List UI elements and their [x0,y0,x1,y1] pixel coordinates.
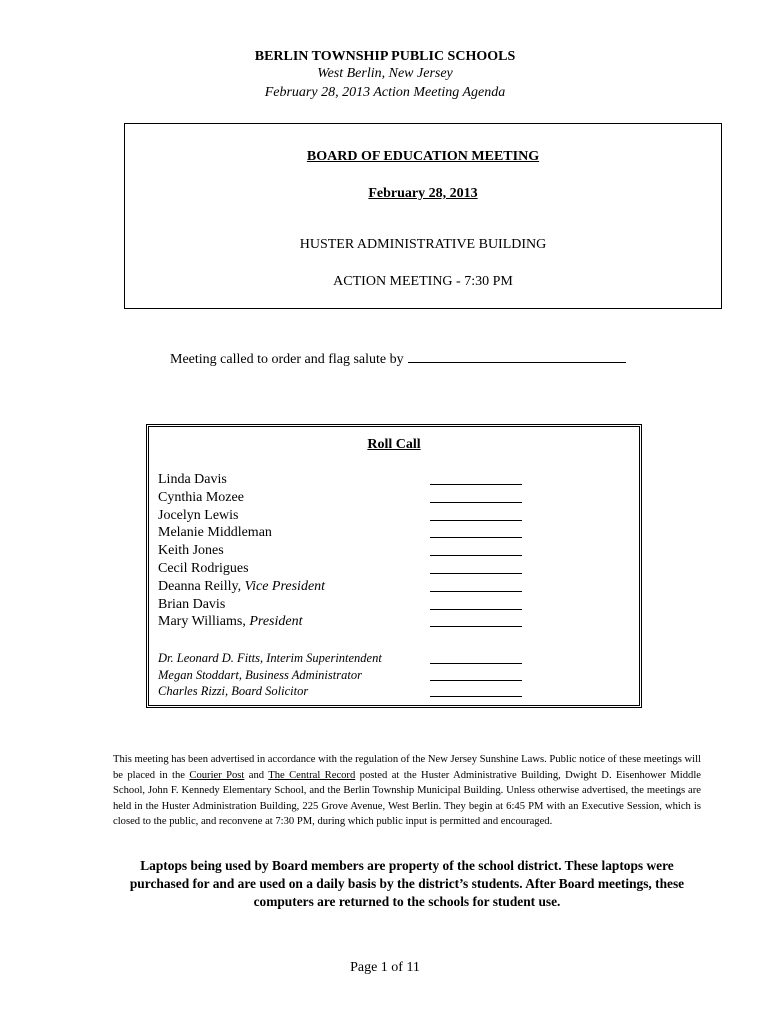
signature-blank [430,578,522,592]
signature-blank [430,471,522,485]
roll-call-official [158,683,628,700]
roll-call-member [158,560,628,578]
roll-call-official [158,667,628,684]
agenda-subtitle: February 28, 2013 Action Meeting Agenda [264,85,506,100]
member-name: Deanna Reilly, [158,578,245,594]
notice-text: and [244,769,269,781]
signature-blank [430,650,522,664]
roll-call-member [158,524,628,542]
roll-call-title: Roll Call [367,437,421,452]
roll-call-member [158,489,628,507]
official-name: Megan Stoddart, Business Administrator [158,667,362,682]
meeting-title: BOARD OF EDUCATION MEETING [306,149,540,164]
notice-text: This meeting has been advertised in accordance with the regulation of the New Jersey Sunshine Laws. Public notice of these meetings will be placed in the [113,754,701,781]
roll-call-box [146,424,642,708]
signature-blank [430,560,522,574]
district-title: BERLIN TOWNSHIP PUBLIC SCHOOLS [254,49,516,64]
roll-call-officials [158,650,628,700]
call-to-order-label: Meeting called to order and flag salute by [170,352,404,367]
meeting-building: HUSTER ADMINISTRATIVE BUILDING [299,237,547,252]
meeting-action-time: ACTION MEETING - 7:30 PM [333,274,513,289]
signature-blank [430,667,522,681]
signature-blank [430,489,522,503]
newspaper-name: Courier Post [189,769,245,781]
page-number: Page 1 of 11 [350,960,420,975]
roll-call-member [158,613,628,631]
member-name: Keith Jones [158,543,224,559]
member-name: Cynthia Mozee [158,489,244,505]
official-name: Dr. Leonard D. Fitts, Interim Superintendent [158,651,382,665]
member-name: Brian Davis [158,596,226,612]
official-name: Charles Rizzi, Board Solicitor [158,684,309,698]
member-name: Linda Davis [158,472,227,487]
meeting-date: February 28, 2013 [368,186,478,201]
meeting-info-box [124,123,722,309]
member-name: Mary Williams, [158,614,250,630]
signature-blank [430,613,522,627]
notice-text: posted at the Huster Administrative Building, Dwight D. Eisenhower Middle School, John F. Kennedy Elementary School, and the Berlin Township Municipal Building. Unless otherwise advertised, the meetings are held in the Huster Administration Building, 225 Grove Avenue, West Berlin. They begin at 6:45 PM with an Executive Session, which is closed to the public, and reconvene at 7:30 PM, during which public input is permitted and encouraged. [113,769,701,828]
signature-blank [430,683,522,697]
member-name: Cecil Rodrigues [158,560,249,576]
laptop-statement: Laptops being used by Board members are property of the school district. These laptops were purchased for and are used on a daily basis by the district’s students. After Board meetings, these computers are returned to the schools for student use. [129,858,685,909]
roll-call-members [158,471,628,631]
roll-call-member [158,578,628,596]
member-name: Melanie Middleman [158,525,272,541]
district-location: West Berlin, New Jersey [317,66,453,81]
roll-call-member [158,471,628,489]
roll-call-member [158,542,628,560]
call-to-order-line [170,350,626,368]
roll-call-member [158,507,628,525]
roll-call-member [158,596,628,614]
member-role: Vice President [244,578,326,594]
signature-blank [430,524,522,538]
member-name: Jocelyn Lewis [158,507,239,523]
call-to-order-blank [408,350,626,363]
signature-blank [430,596,522,610]
member-role: President [249,614,303,630]
signature-blank [430,542,522,556]
newspaper-name: The Central Record [268,769,356,781]
signature-blank [430,507,522,521]
sunshine-notice [113,752,701,830]
roll-call-official [158,650,628,667]
